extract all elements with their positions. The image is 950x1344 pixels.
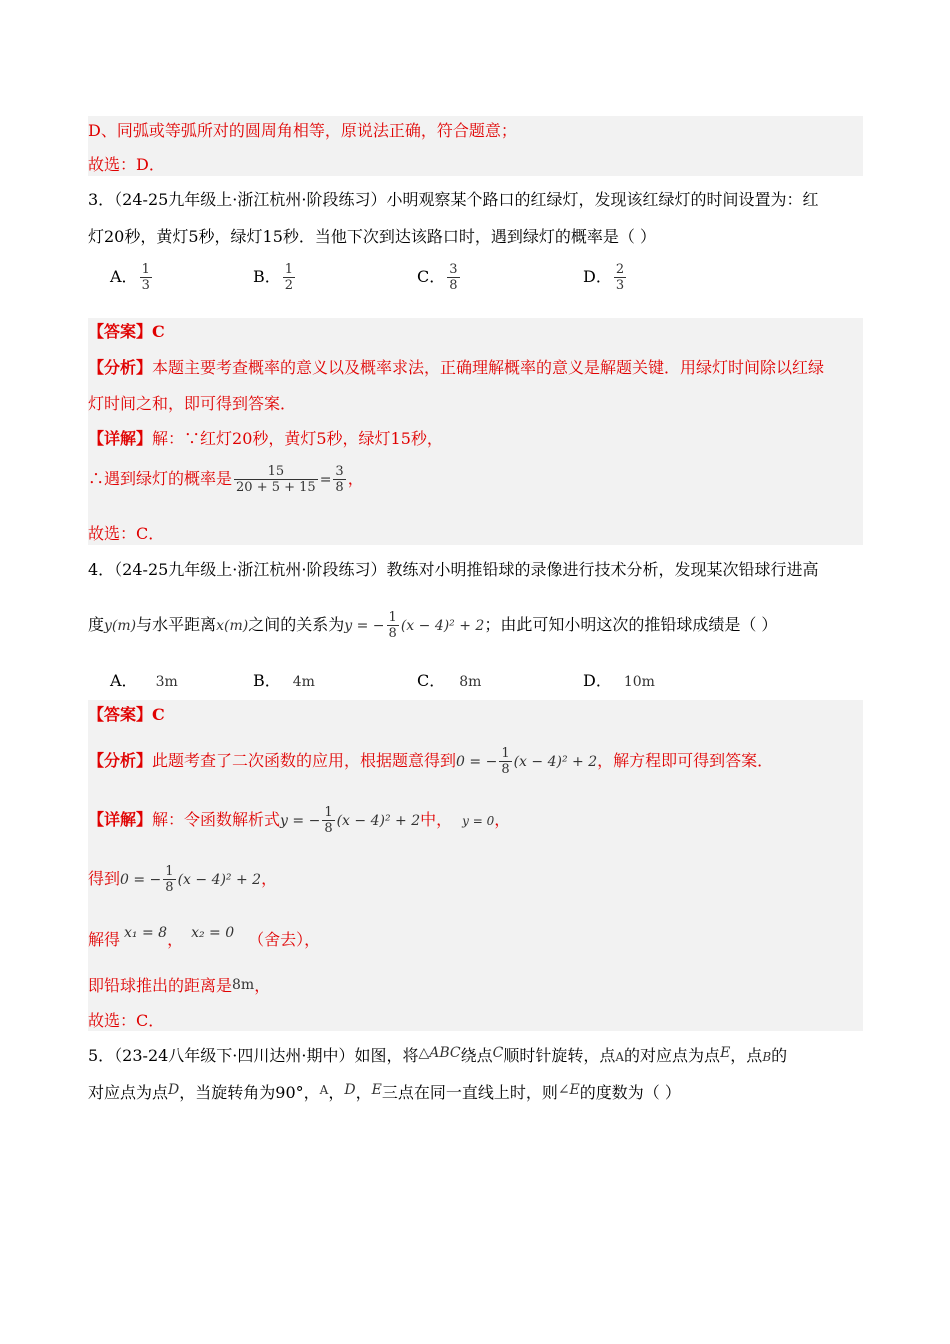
q3-answer [88,322,165,342]
equation-part: (x − 4)² + 2 [336,813,421,829]
option-d-explanation: D、同弧或等弧所对的圆周角相等，原说法正确，符合题意； [88,121,517,140]
q3-detail-line-1 [88,429,443,449]
q3-choose: 故选：C． [88,524,165,543]
q3-analysis-line-1 [88,358,824,378]
equals-sign: = [319,472,332,488]
point-b: B [762,1050,772,1064]
text: 的 [771,1046,788,1065]
analysis-tag: 【分析】 [88,358,153,377]
option-label: C． [417,267,446,286]
frac-num: 2 [615,262,625,277]
text: 绕点 [460,1046,493,1065]
option-label: A． [110,671,138,690]
analysis-text: ，解方程即可得到答案． [597,751,774,770]
frac-num: 1 [284,262,294,277]
frac-den: 20 + 5 + 15 [236,480,316,495]
text: 三点在同一直线上时，则 [381,1083,558,1102]
question-3-line-2: 灯20秒，黄灯5秒，绿灯15秒．当他下次到达该路口时，遇到绿灯的概率是（ ） [88,227,656,246]
text: 即铅球推出的距离是 [88,976,233,995]
option-label: B． [253,267,281,286]
fraction [140,262,152,293]
frac-den: 3 [615,278,625,293]
point-c: C [492,1045,504,1061]
detail-text: ， [494,810,511,829]
answer-value: C [152,322,165,341]
equation-part: (x − 4)² + 2 [177,872,262,888]
q3-analysis-line-2: 灯时间之和，即可得到答案． [88,394,297,413]
text: ， [254,976,271,995]
detail-tag: 【详解】 [88,429,153,448]
detail-text: ∴遇到绿灯的概率是 [88,469,233,488]
frac-den: 8 [388,626,397,641]
var-x: x(m) [216,618,249,634]
point-e: E [371,1082,382,1098]
punct: ， [355,1083,372,1102]
frac-den: 8 [324,821,333,836]
point-d: D [168,1082,180,1098]
equation-part: x₂ = 0 [191,925,235,941]
frac-den: 3 [141,278,150,293]
fraction [387,610,399,641]
analysis-text: 此题考查了二次函数的应用，根据题意得到 [152,751,457,770]
fraction [322,805,334,836]
text: 顺时针旋转，点 [503,1046,616,1065]
option-label: D． [583,671,612,690]
frac-den: 8 [501,762,510,777]
question-4-line-1: 4．（24-25九年级上·浙江杭州·阶段练习）教练对小明推铅球的录像进行技术分析，发现某次铅球行进高 [88,560,819,579]
frac-num: 1 [388,610,397,625]
fraction [447,262,459,293]
text: ，点 [730,1046,763,1065]
fraction [333,464,345,495]
equation-part: x₁ = 8 [124,925,168,941]
fraction [163,864,175,895]
punct: ， [167,930,184,949]
q4-solve-line [88,925,321,951]
q4-detail [88,803,510,838]
analysis-tag: 【分析】 [88,751,153,770]
point-d: D [344,1082,356,1098]
option-label: B． [253,671,281,690]
text: ，当旋转角为 [179,1083,276,1102]
text: ， [261,869,278,888]
var-y: y(m) [104,618,137,634]
text: 得到 [88,869,121,888]
answer-tag: 【答案】 [88,322,153,341]
q4-option-d [583,668,655,691]
point-a: A [615,1050,625,1064]
equation-part: 0 = − [120,872,162,888]
text: 的对应点为点 [624,1046,721,1065]
frac-den: 8 [335,480,344,495]
point-e: E [720,1045,731,1061]
frac-den: 2 [284,278,294,293]
fraction [499,746,511,777]
detail-text: 解：∵红灯20秒，黄灯5秒，绿灯15秒， [152,429,443,448]
choose-line: 故选：D． [88,155,165,174]
triangle-abc: △ABC [418,1045,461,1061]
text: ；由此可知小明这次的推铅球成绩是（ ） [484,615,778,634]
equation-part: 0 = − [456,754,498,770]
text: ， [303,1083,320,1102]
text: 解得 [88,930,121,949]
answer-tag: 【答案】 [88,705,153,724]
frac-num: 1 [324,805,333,820]
value: 8m [232,977,255,993]
question-3-line-1: 3．（24-25九年级上·浙江杭州·阶段练习）小明观察某个路口的红绿灯，发现该红绿灯的时间设置为：红 [88,190,819,209]
punct: ， [328,1083,345,1102]
fraction [234,464,318,495]
equation-part: y = 0 [462,814,495,828]
q3-option-d [583,262,628,293]
frac-den: 8 [165,880,174,895]
frac-den: 8 [449,278,458,293]
equation-part: y = − [344,618,385,634]
q4-answer [88,705,165,725]
q4-option-b [253,668,315,691]
frac-num: 3 [449,262,458,277]
frac-num: 1 [141,262,150,277]
option-label: A． [110,267,138,286]
q3-option-c [417,262,462,293]
text: 之间的关系为 [248,615,345,634]
equation-part: (x − 4)² + 2 [400,618,485,634]
text: （舍去）， [248,930,321,949]
frac-num: 15 [267,464,285,479]
text: 5．（23-24八年级下·四川达州·期中）如图，将 [88,1046,419,1065]
option-label: D． [583,267,612,286]
frac-num: 1 [165,864,174,879]
q3-option-b [253,262,297,293]
detail-text: 解：令函数解析式 [152,810,281,829]
q4-analysis [88,744,773,779]
equation-part: y = − [280,813,321,829]
frac-num: 1 [501,746,510,761]
text: 对应点为点 [88,1083,169,1102]
text: 度 [88,615,105,634]
angle-value: 90° [275,1083,304,1102]
fraction [614,262,626,293]
question-4-line-2 [88,608,777,643]
q4-choose: 故选：C． [88,1011,165,1030]
equation-part: (x − 4)² + 2 [513,754,598,770]
punct: ， [347,469,364,488]
fraction [283,262,295,293]
analysis-text: 本题主要考查概率的意义以及概率求法，正确理解概率的意义是解题关键．用绿灯时间除以红绿 [152,358,825,377]
question-5-line-2 [88,1083,681,1104]
q4-get-line [88,862,277,897]
q4-option-a [110,668,178,691]
option-value: 3m [155,674,178,690]
question-5-line-1 [88,1046,787,1067]
q4-option-c [417,668,481,691]
q4-distance-line [88,976,270,997]
option-value: 4m [292,674,315,690]
text: 与水平距离 [136,615,217,634]
frac-num: 3 [335,464,344,479]
option-label: C． [417,671,446,690]
option-value: 10m [623,674,655,690]
q3-detail-line-2 [88,464,364,495]
angle-e: ∠E [557,1082,580,1098]
answer-value: C [152,705,165,724]
point-a: A [319,1083,329,1097]
detail-tag: 【详解】 [88,810,153,829]
text: 的度数为（ ） [579,1083,681,1102]
detail-text: 中， [420,810,453,829]
option-value: 8m [459,674,482,690]
q3-option-a [110,262,154,293]
